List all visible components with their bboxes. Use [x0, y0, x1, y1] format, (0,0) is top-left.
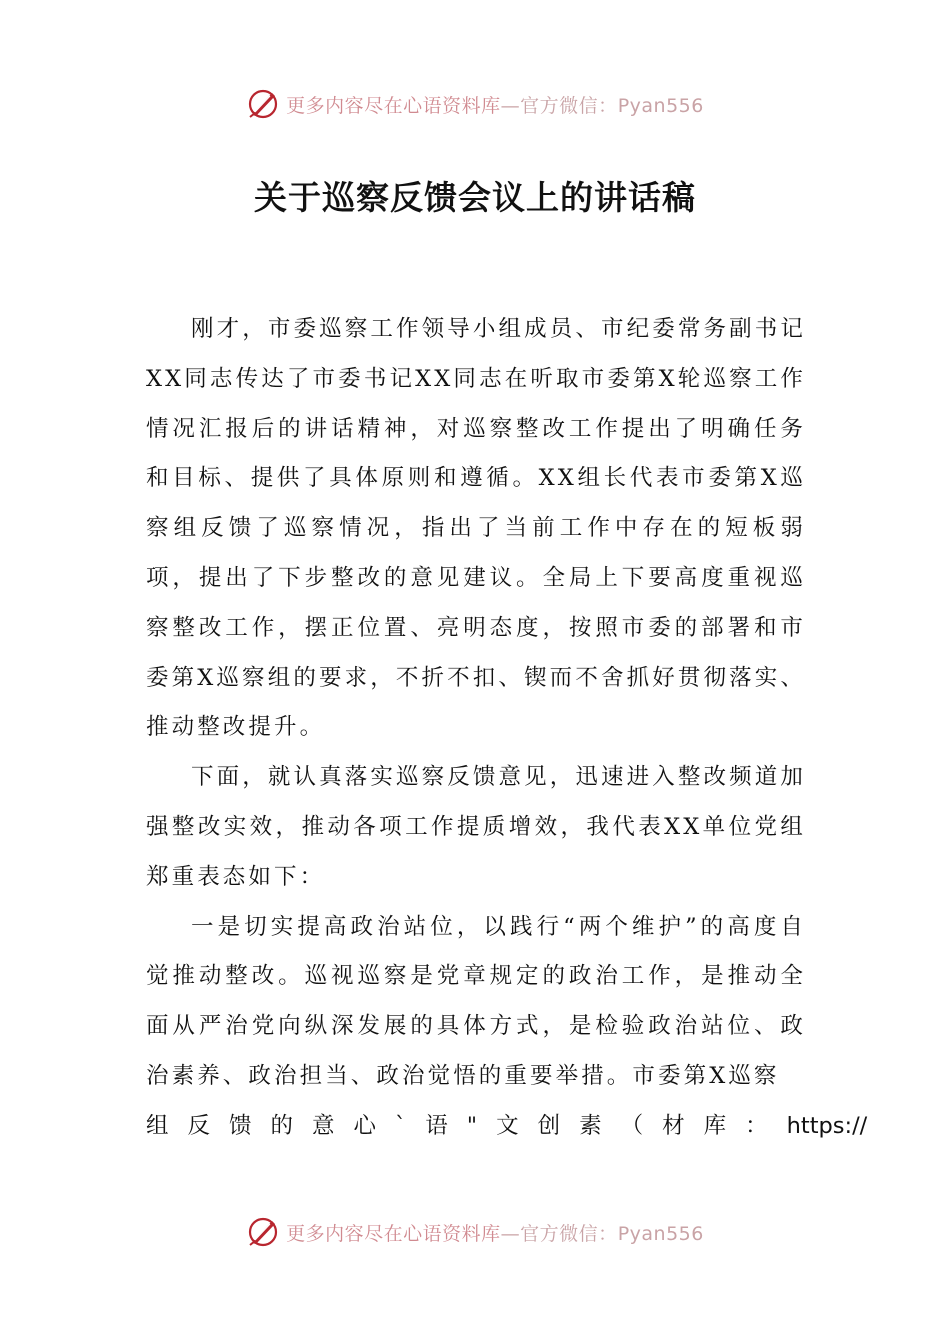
watermark-brand: 更多内容尽在心语资料库: [286, 1222, 501, 1245]
header-watermark: [0, 84, 950, 124]
watermark-separator: —: [500, 94, 521, 117]
document-body: [146, 305, 868, 1152]
last-line-text: 组反馈的意心`语"文创素（材库：: [146, 1112, 787, 1139]
watermark-label: 官方微信：: [520, 94, 618, 117]
watermark-brand: 更多内容尽在心语资料库: [286, 94, 501, 117]
quill-pen-logo-icon: [246, 87, 280, 121]
paragraph-2: 下面，就认真落实巡察反馈意见，迅速进入整改频道加强整改实效，推动各项工作提质增效，我代表XX单位党组郑重表态如下：: [146, 764, 806, 890]
watermark-wechat-id: Pyan556: [617, 1222, 704, 1245]
watermark-text: [286, 91, 704, 118]
watermark-label: 官方微信：: [520, 1222, 618, 1245]
watermark-separator: —: [500, 1222, 521, 1245]
footer-watermark: [0, 1212, 950, 1252]
source-url: https://: [786, 1112, 868, 1139]
watermark-text: [286, 1219, 704, 1246]
watermark-wechat-id: Pyan556: [617, 94, 704, 117]
quill-pen-logo-icon: [246, 1215, 280, 1249]
paragraph-3: 一是切实提高政治站位，以践行“两个维护”的高度自觉推动整改。巡视巡察是党章规定的政治工作，是推动全面从严治党向纵深发展的具体方式，是检验政治站位、政治素养、政治担当、政治觉悟的重要举措。市委第X巡察: [146, 913, 806, 1089]
document-title: 关于巡察反馈会议上的讲话稿: [254, 178, 696, 217]
last-line: [146, 1102, 868, 1152]
paragraph-1: 刚才，市委巡察工作领导小组成员、市纪委常务副书记XX同志传达了市委书记XX同志在听取市委第X轮巡察工作情况汇报后的讲话精神，对巡察整改工作提出了明确任务和目标、提供了具体原则和遵循。XX组长代表市委第X巡察组反馈了巡察情况，指出了当前工作中存在的短板弱项，提出了下步整改的意见建议。全局上下要高度重视巡察整改工作，摆正位置、亮明态度，按照市委的部署和市委第X巡察组的要求，不折不扣、锲而不舍抓好贯彻落实、推动整改提升。: [146, 316, 806, 741]
